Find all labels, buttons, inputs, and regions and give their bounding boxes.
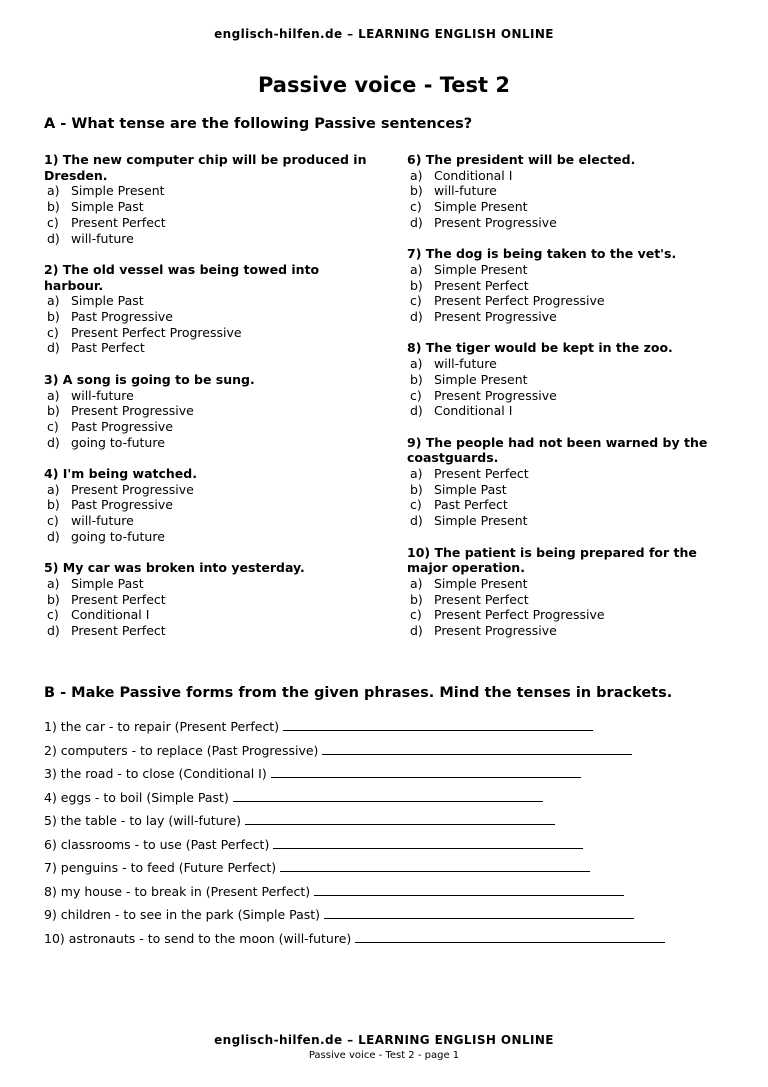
- answer-option[interactable]: [44, 215, 374, 231]
- answer-option[interactable]: [407, 466, 737, 482]
- option-label: going to-future: [71, 434, 165, 450]
- option-letter: d): [410, 403, 423, 419]
- option-label: Simple Past: [71, 293, 144, 309]
- option-letter: b): [47, 591, 60, 607]
- option-letter: d): [410, 623, 423, 639]
- answer-option[interactable]: [44, 497, 374, 513]
- question-text: 4) I'm being watched.: [44, 466, 197, 482]
- option-letter: a): [47, 183, 60, 199]
- option-label: will-future: [71, 387, 134, 403]
- option-letter: c): [47, 324, 59, 340]
- answer-option[interactable]: [407, 309, 737, 325]
- questions-left-column: [44, 152, 374, 654]
- answer-option[interactable]: [44, 607, 374, 623]
- exercise-b-prompt: 2) computers - to replace (Past Progressive): [44, 742, 319, 758]
- question-2: [44, 262, 374, 356]
- option-letter: d): [47, 434, 60, 450]
- question-6: [407, 152, 737, 231]
- answer-option[interactable]: [44, 183, 374, 199]
- option-label: Present Perfect: [71, 591, 166, 607]
- option-label: will-future: [71, 230, 134, 246]
- question-text: 8) The tiger would be kept in the zoo.: [407, 340, 673, 356]
- option-label: Conditional I: [434, 167, 513, 183]
- option-letter: d): [410, 309, 423, 325]
- question-text: 1) The new computer chip will be produced in Dresden.: [44, 152, 367, 183]
- question-8: [407, 340, 737, 419]
- option-label: Simple Present: [434, 261, 528, 277]
- page-title: Passive voice - Test 2: [257, 73, 511, 97]
- option-letter: d): [410, 513, 423, 529]
- answer-option[interactable]: [407, 278, 737, 294]
- exercise-b-item: [44, 812, 665, 836]
- answer-option[interactable]: [44, 231, 374, 247]
- exercise-b-item: [44, 906, 665, 930]
- answer-blank[interactable]: [355, 930, 665, 943]
- option-letter: c): [410, 199, 422, 215]
- answer-option[interactable]: [407, 262, 737, 278]
- option-label: Simple Past: [71, 199, 144, 215]
- option-label: Present Progressive: [71, 481, 194, 497]
- option-label: Present Perfect: [71, 623, 166, 639]
- option-label: Simple Present: [71, 183, 165, 199]
- option-label: Conditional I: [71, 607, 150, 623]
- option-letter: d): [47, 230, 60, 246]
- footer-page-number: Passive voice - Test 2 - page 1: [308, 1050, 460, 1061]
- answer-option[interactable]: [44, 340, 374, 356]
- question-text: 6) The president will be elected.: [407, 152, 636, 167]
- answer-blank[interactable]: [245, 812, 555, 825]
- exercise-b-prompt: 1) the car - to repair (Present Perfect): [44, 719, 280, 734]
- answer-option[interactable]: [407, 607, 737, 623]
- answer-option[interactable]: [44, 388, 374, 404]
- option-letter: b): [410, 481, 423, 497]
- answer-option[interactable]: [407, 576, 737, 592]
- exercise-b-prompt: 4) eggs - to boil (Simple Past): [44, 789, 229, 805]
- option-letter: b): [410, 591, 423, 607]
- answer-option[interactable]: [407, 623, 737, 639]
- option-label: Simple Present: [434, 513, 528, 529]
- exercise-b-prompt: 3) the road - to close (Conditional I): [44, 766, 267, 781]
- option-label: Present Progressive: [434, 309, 557, 325]
- answer-option[interactable]: [44, 325, 374, 341]
- answer-option[interactable]: [407, 513, 737, 529]
- option-label: Past Progressive: [71, 418, 173, 434]
- questions-right-column: [407, 152, 737, 654]
- answer-blank[interactable]: [233, 789, 543, 802]
- option-letter: a): [410, 575, 423, 591]
- exercise-b-prompt: 9) children - to see in the park (Simple Past): [44, 907, 321, 922]
- option-label: Present Perfect: [434, 466, 529, 482]
- option-letter: b): [410, 277, 423, 293]
- option-label: Present Perfect: [71, 214, 166, 230]
- option-label: Past Progressive: [71, 309, 173, 325]
- option-letter: c): [47, 513, 59, 529]
- option-label: Simple Past: [71, 575, 144, 591]
- option-label: Past Progressive: [71, 497, 173, 513]
- exercise-b-prompt: 8) my house - to break in (Present Perfect): [44, 883, 311, 899]
- option-letter: d): [410, 214, 423, 230]
- answer-option[interactable]: [407, 403, 737, 419]
- question-text: 3) A song is going to be sung.: [44, 371, 255, 387]
- option-label: Present Perfect Progressive: [434, 293, 605, 309]
- question-text: 2) The old vessel was being towed into harbour.: [44, 261, 320, 293]
- option-letter: b): [47, 309, 60, 325]
- answer-option[interactable]: [44, 419, 374, 435]
- answer-option[interactable]: [44, 435, 374, 451]
- question-text: 7) The dog is being taken to the vet's.: [407, 246, 677, 262]
- option-letter: a): [410, 466, 423, 482]
- header-site: englisch-hilfen.de – LEARNING ENGLISH ONLINE: [214, 27, 554, 41]
- option-label: Present Perfect Progressive: [434, 607, 605, 623]
- answer-option[interactable]: [407, 497, 737, 513]
- answer-option[interactable]: [407, 356, 737, 372]
- option-letter: a): [47, 293, 60, 309]
- option-label: going to-future: [71, 528, 165, 544]
- answer-option[interactable]: [407, 372, 737, 388]
- option-label: Past Perfect: [434, 497, 508, 513]
- option-label: Conditional I: [434, 403, 513, 419]
- question-10: [407, 545, 737, 639]
- answer-option[interactable]: [407, 183, 737, 199]
- answer-blank[interactable]: [314, 883, 624, 896]
- option-letter: a): [410, 356, 423, 372]
- answer-option[interactable]: [44, 529, 374, 545]
- option-letter: b): [47, 497, 60, 513]
- option-label: Present Progressive: [434, 214, 557, 230]
- option-letter: a): [410, 261, 423, 277]
- answer-option[interactable]: [407, 199, 737, 215]
- option-label: Present Progressive: [71, 403, 194, 419]
- option-label: will-future: [434, 356, 497, 372]
- option-label: Present Perfect Progressive: [71, 324, 242, 340]
- exercise-b-item: [44, 789, 665, 813]
- option-letter: c): [47, 607, 59, 623]
- answer-option[interactable]: [44, 199, 374, 215]
- option-label: Simple Present: [434, 199, 528, 215]
- answer-option[interactable]: [44, 482, 374, 498]
- answer-option[interactable]: [407, 388, 737, 404]
- option-letter: c): [47, 418, 59, 434]
- option-letter: c): [47, 214, 59, 230]
- answer-option[interactable]: [44, 309, 374, 325]
- option-letter: c): [410, 293, 422, 309]
- exercise-b-list: [44, 718, 665, 953]
- answer-blank[interactable]: [324, 906, 634, 919]
- exercise-b-prompt: 6) classrooms - to use (Past Perfect): [44, 836, 270, 852]
- exercise-b-item: [44, 742, 665, 766]
- exercise-b-item: [44, 836, 665, 860]
- exercise-b-prompt: 5) the table - to lay (will-future): [44, 813, 242, 828]
- answer-option[interactable]: [407, 215, 737, 231]
- option-letter: a): [47, 481, 60, 497]
- section-b-heading: B - Make Passive forms from the given phrases. Mind the tenses in brackets.: [44, 685, 673, 701]
- answer-option[interactable]: [44, 592, 374, 608]
- answer-option[interactable]: [44, 623, 374, 639]
- answer-option[interactable]: [44, 513, 374, 529]
- option-letter: d): [47, 623, 60, 639]
- answer-blank[interactable]: [322, 742, 632, 755]
- question-text: 5) My car was broken into yesterday.: [44, 560, 305, 576]
- option-label: Past Perfect: [71, 340, 145, 356]
- answer-option[interactable]: [407, 293, 737, 309]
- option-letter: a): [47, 387, 60, 403]
- exercise-b-item: [44, 930, 665, 954]
- option-letter: b): [410, 183, 423, 199]
- option-label: Simple Present: [434, 575, 528, 591]
- option-label: will-future: [71, 513, 134, 529]
- answer-blank[interactable]: [271, 765, 581, 778]
- answer-option[interactable]: [407, 168, 737, 184]
- answer-blank[interactable]: [273, 836, 583, 849]
- option-letter: a): [47, 575, 60, 591]
- exercise-b-prompt: 10) astronauts - to send to the moon (will-future): [44, 930, 352, 946]
- option-letter: d): [47, 528, 60, 544]
- option-letter: b): [47, 199, 60, 215]
- exercise-b-prompt: 7) penguins - to feed (Future Perfect): [44, 860, 277, 875]
- option-label: Present Progressive: [434, 623, 557, 639]
- question-9: [407, 435, 737, 529]
- exercise-b-item: [44, 765, 665, 789]
- option-letter: a): [410, 167, 423, 183]
- answer-option[interactable]: [407, 482, 737, 498]
- question-4: [44, 466, 374, 545]
- exercise-b-item: [44, 859, 665, 883]
- answer-option[interactable]: [407, 592, 737, 608]
- option-label: Simple Present: [434, 371, 528, 387]
- answer-option[interactable]: [44, 403, 374, 419]
- option-letter: c): [410, 387, 422, 403]
- option-label: Present Progressive: [434, 387, 557, 403]
- answer-blank[interactable]: [283, 718, 593, 731]
- option-label: will-future: [434, 183, 497, 199]
- option-letter: b): [47, 403, 60, 419]
- option-label: Present Perfect: [434, 591, 529, 607]
- footer-site: englisch-hilfen.de – LEARNING ENGLISH ONLINE: [214, 1033, 554, 1047]
- question-text: 10) The patient is being prepared for the major operation.: [407, 544, 697, 576]
- exercise-b-item: [44, 718, 665, 742]
- section-a-heading: A - What tense are the following Passive sentences?: [44, 116, 473, 132]
- answer-option[interactable]: [44, 576, 374, 592]
- option-letter: d): [47, 340, 60, 356]
- question-text: 9) The people had not been warned by the coastguards.: [407, 434, 708, 466]
- question-3: [44, 372, 374, 451]
- option-label: Simple Past: [434, 481, 507, 497]
- answer-blank[interactable]: [280, 859, 590, 872]
- question-7: [407, 246, 737, 325]
- option-label: Present Perfect: [434, 277, 529, 293]
- answer-option[interactable]: [44, 293, 374, 309]
- exercise-b-item: [44, 883, 665, 907]
- question-1: [44, 152, 374, 246]
- option-letter: c): [410, 607, 422, 623]
- question-5: [44, 560, 374, 639]
- option-letter: c): [410, 497, 422, 513]
- option-letter: b): [410, 371, 423, 387]
